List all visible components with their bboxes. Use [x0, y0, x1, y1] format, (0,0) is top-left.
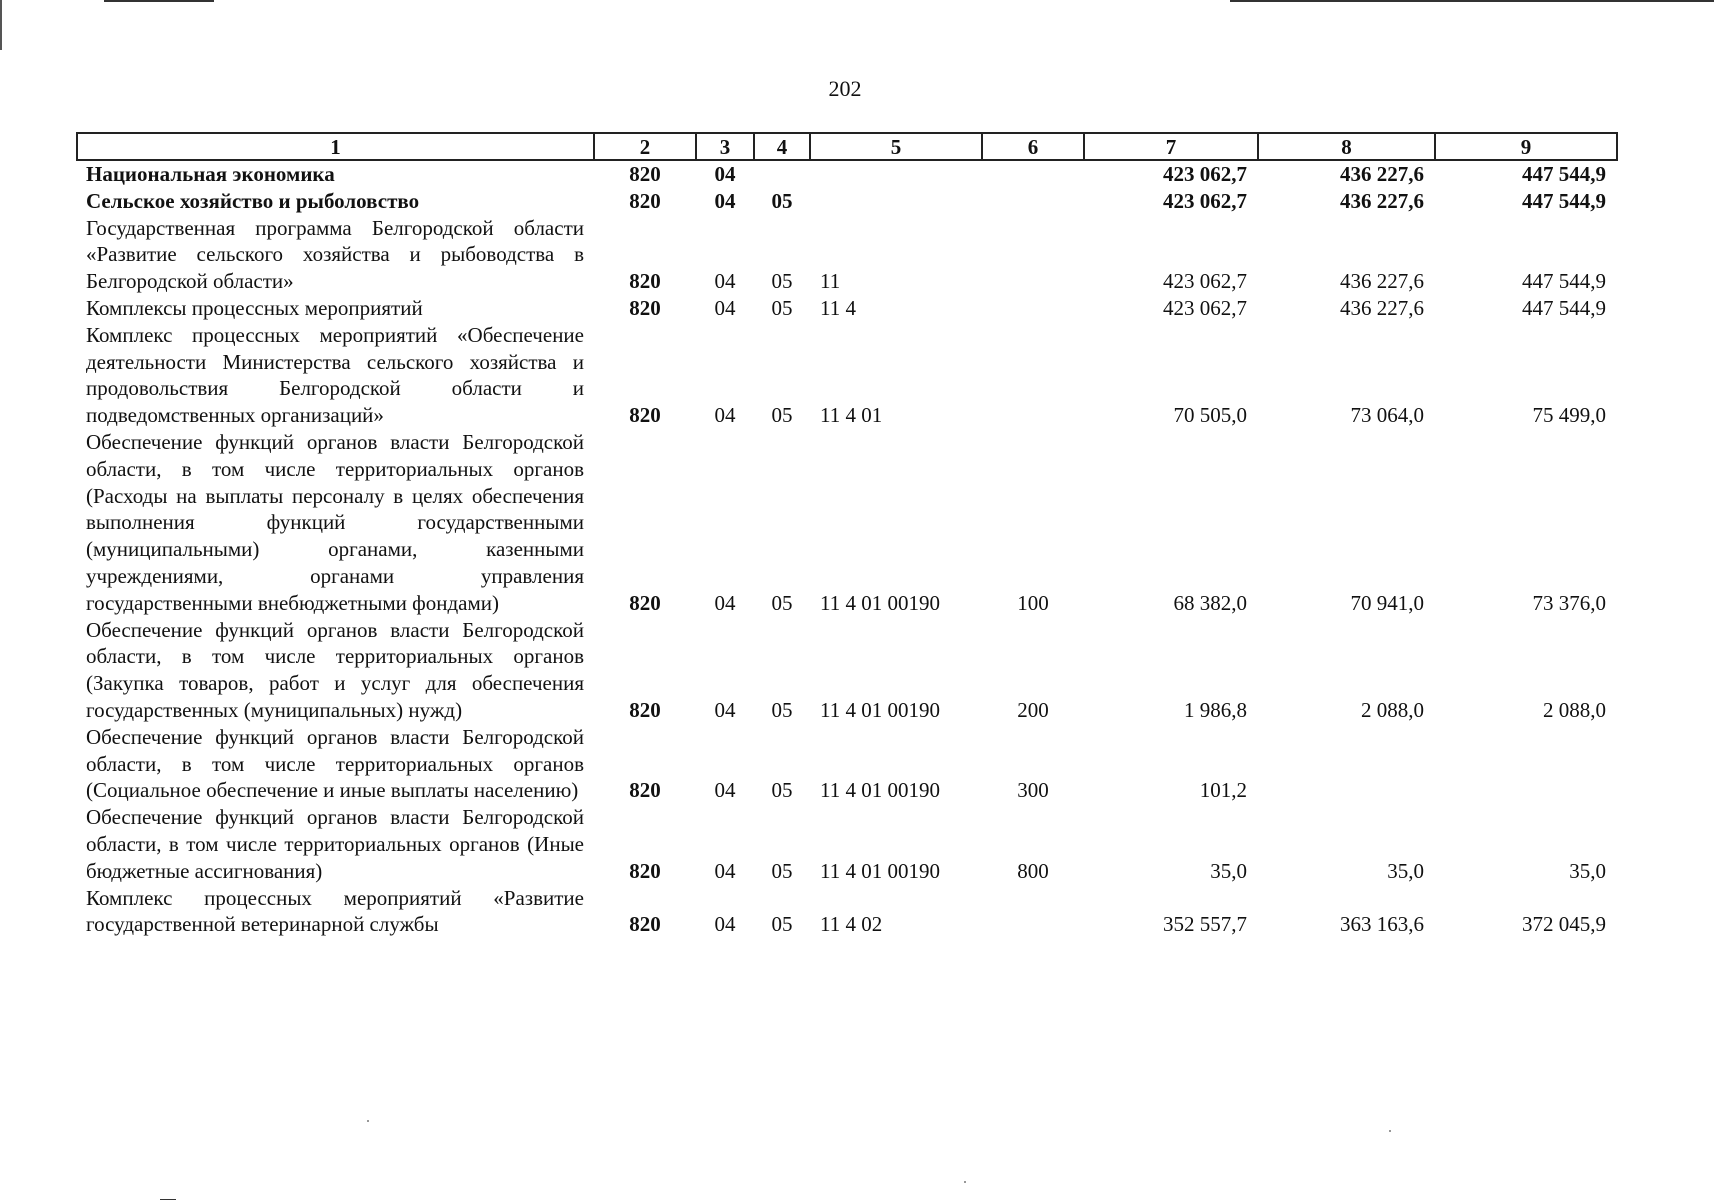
amount-col-8: 436 227,6: [1340, 162, 1424, 186]
scan-edge-vline: [0, 0, 2, 50]
amount-col-7: 423 062,7: [1163, 269, 1247, 294]
amount-col-9: 447 544,9: [1522, 162, 1606, 186]
row-name: Обеспечение функций органов власти Белгородской области, в том числе территориальных органов (Закупка товаров, работ и услуг для обеспечения государственных (муниципальных) нужд): [86, 617, 584, 722]
code-expense-type: [982, 885, 1084, 939]
amount-col-9: [1435, 724, 1617, 804]
code-expense-type: 800: [1017, 858, 1049, 883]
code-subsection: 05: [771, 403, 793, 428]
code-target: 11 4 02: [820, 912, 883, 937]
code-admin: 820: [629, 403, 661, 428]
code-subsection: [754, 160, 810, 188]
amount-col-8: [1258, 724, 1435, 804]
amount-col-9: 447 544,9: [1522, 269, 1606, 294]
amount-col-8: 436 227,6: [1340, 295, 1424, 320]
code-section: 04: [714, 590, 736, 615]
row-name: Комплекс процессных мероприятий «Обеспечение деятельности Министерства сельского хозяйства и продовольствия Белгородской области и подведомственных организаций»: [86, 322, 584, 428]
code-subsection: 05: [771, 269, 793, 294]
amount-col-9: 73 376,0: [1532, 590, 1606, 615]
header-cell-3: 3: [696, 133, 754, 160]
amount-col-9: 2 088,0: [1543, 697, 1606, 722]
row-name: Обеспечение функций органов власти Белгородской области, в том числе территориальных органов (Социальное обеспечение и иные выплаты населению): [86, 724, 584, 803]
table-row: [77, 215, 1617, 295]
amount-col-7: 68 382,0: [1173, 590, 1247, 615]
code-target: 11: [820, 269, 841, 294]
scan-speck: [367, 1120, 369, 1122]
code-section: 04: [714, 188, 736, 213]
amount-col-9: 372 045,9: [1522, 912, 1606, 937]
amount-col-9: 447 544,9: [1522, 188, 1606, 213]
code-subsection: 05: [771, 697, 793, 722]
code-target: 11 4: [820, 295, 856, 320]
table-row: [77, 295, 1617, 322]
code-target: 11 4 01 00190: [820, 778, 940, 803]
code-admin: 820: [629, 778, 661, 803]
code-admin: 820: [629, 162, 661, 186]
scan-edge-line-right: [1230, 0, 1714, 2]
row-name: Национальная экономика: [86, 162, 335, 186]
code-expense-type: [982, 160, 1084, 188]
code-admin: 820: [629, 269, 661, 294]
amount-col-7: 70 505,0: [1173, 403, 1247, 428]
amount-col-7: 1 986,8: [1184, 697, 1247, 722]
code-section: 04: [714, 269, 736, 294]
row-name: Обеспечение функций органов власти Белгородской области, в том числе территориальных органов (Расходы на выплаты персоналу в целях обеспечения выполнения функций государственными (муниципальными) органами, казенными учреждениями, органами управления государственными внебюджетными фондами): [86, 429, 584, 615]
code-admin: 820: [629, 912, 661, 937]
header-cell-4: 4: [754, 133, 810, 160]
code-section: 04: [714, 403, 736, 428]
budget-table: [76, 132, 1618, 938]
row-name: Комплексы процессных мероприятий: [86, 295, 423, 320]
code-target: [810, 160, 982, 188]
table-row: [77, 724, 1617, 804]
table-row: [77, 160, 1617, 188]
code-target: 11 4 01 00190: [820, 697, 940, 722]
row-name: Государственная программа Белгородской области «Развитие сельского хозяйства и рыбоводства в Белгородской области»: [86, 215, 584, 294]
code-expense-type: 100: [1017, 590, 1049, 615]
page-number: 202: [828, 76, 862, 101]
header-cell-1: 1: [77, 133, 594, 160]
table-row: [77, 429, 1617, 617]
header-cell-7: 7: [1084, 133, 1258, 160]
code-section: 04: [714, 295, 736, 320]
table-row: [77, 322, 1617, 429]
scan-speck: [964, 1181, 966, 1183]
code-target: [810, 188, 982, 215]
table-row: [77, 804, 1617, 884]
amount-col-7: 352 557,7: [1163, 912, 1247, 937]
code-expense-type: [982, 322, 1084, 429]
amount-col-7: 423 062,7: [1163, 162, 1247, 186]
amount-col-9: 35,0: [1569, 858, 1606, 883]
code-subsection: 05: [771, 858, 793, 883]
code-expense-type: [982, 295, 1084, 322]
code-admin: 820: [629, 188, 661, 213]
amount-col-8: 73 064,0: [1350, 403, 1424, 428]
amount-col-8: 2 088,0: [1361, 697, 1424, 722]
header-row: [77, 133, 1617, 160]
amount-col-7: 423 062,7: [1163, 295, 1247, 320]
code-section: 04: [714, 858, 736, 883]
amount-col-8: 70 941,0: [1350, 590, 1424, 615]
table-row: [77, 188, 1617, 215]
code-section: 04: [714, 912, 736, 937]
code-expense-type: [982, 188, 1084, 215]
code-section: 04: [714, 778, 736, 803]
amount-col-7: 423 062,7: [1163, 188, 1247, 213]
amount-col-8: 436 227,6: [1340, 269, 1424, 294]
code-admin: 820: [629, 590, 661, 615]
code-target: 11 4 01 00190: [820, 590, 940, 615]
code-expense-type: [982, 215, 1084, 295]
scan-edge-line-left: [104, 0, 214, 2]
code-target: 11 4 01 00190: [820, 858, 940, 883]
amount-col-9: 75 499,0: [1532, 403, 1606, 428]
code-target: 11 4 01: [820, 403, 883, 428]
table-body: [77, 160, 1617, 938]
table-row: [77, 885, 1617, 939]
code-expense-type: 200: [1017, 697, 1049, 722]
code-section: 04: [714, 697, 736, 722]
code-subsection: 05: [771, 188, 793, 213]
amount-col-7: 101,2: [1199, 778, 1247, 803]
code-admin: 820: [629, 858, 661, 883]
header-cell-5: 5: [810, 133, 982, 160]
amount-col-7: 35,0: [1210, 858, 1247, 883]
table-row: [77, 617, 1617, 724]
scan-speck: [1389, 1130, 1391, 1132]
code-subsection: 05: [771, 590, 793, 615]
header-cell-9: 9: [1435, 133, 1617, 160]
header-cell-6: 6: [982, 133, 1084, 160]
code-admin: 820: [629, 697, 661, 722]
amount-col-8: 35,0: [1387, 858, 1424, 883]
code-expense-type: 300: [1017, 778, 1049, 803]
row-name: Комплекс процессных мероприятий «Развитие государственной ветеринарной службы: [86, 885, 584, 937]
code-subsection: 05: [771, 778, 793, 803]
code-admin: 820: [629, 295, 661, 320]
row-name: Обеспечение функций органов власти Белгородской области, в том числе территориальных органов (Иные бюджетные ассигнования): [86, 805, 584, 883]
code-subsection: 05: [771, 295, 793, 320]
header-cell-2: 2: [594, 133, 696, 160]
code-section: 04: [714, 162, 736, 186]
amount-col-9: 447 544,9: [1522, 295, 1606, 320]
amount-col-8: 363 163,6: [1340, 912, 1424, 937]
header-cell-8: 8: [1258, 133, 1435, 160]
code-subsection: 05: [771, 912, 793, 937]
row-name: Сельское хозяйство и рыболовство: [86, 188, 420, 213]
amount-col-8: 436 227,6: [1340, 188, 1424, 213]
